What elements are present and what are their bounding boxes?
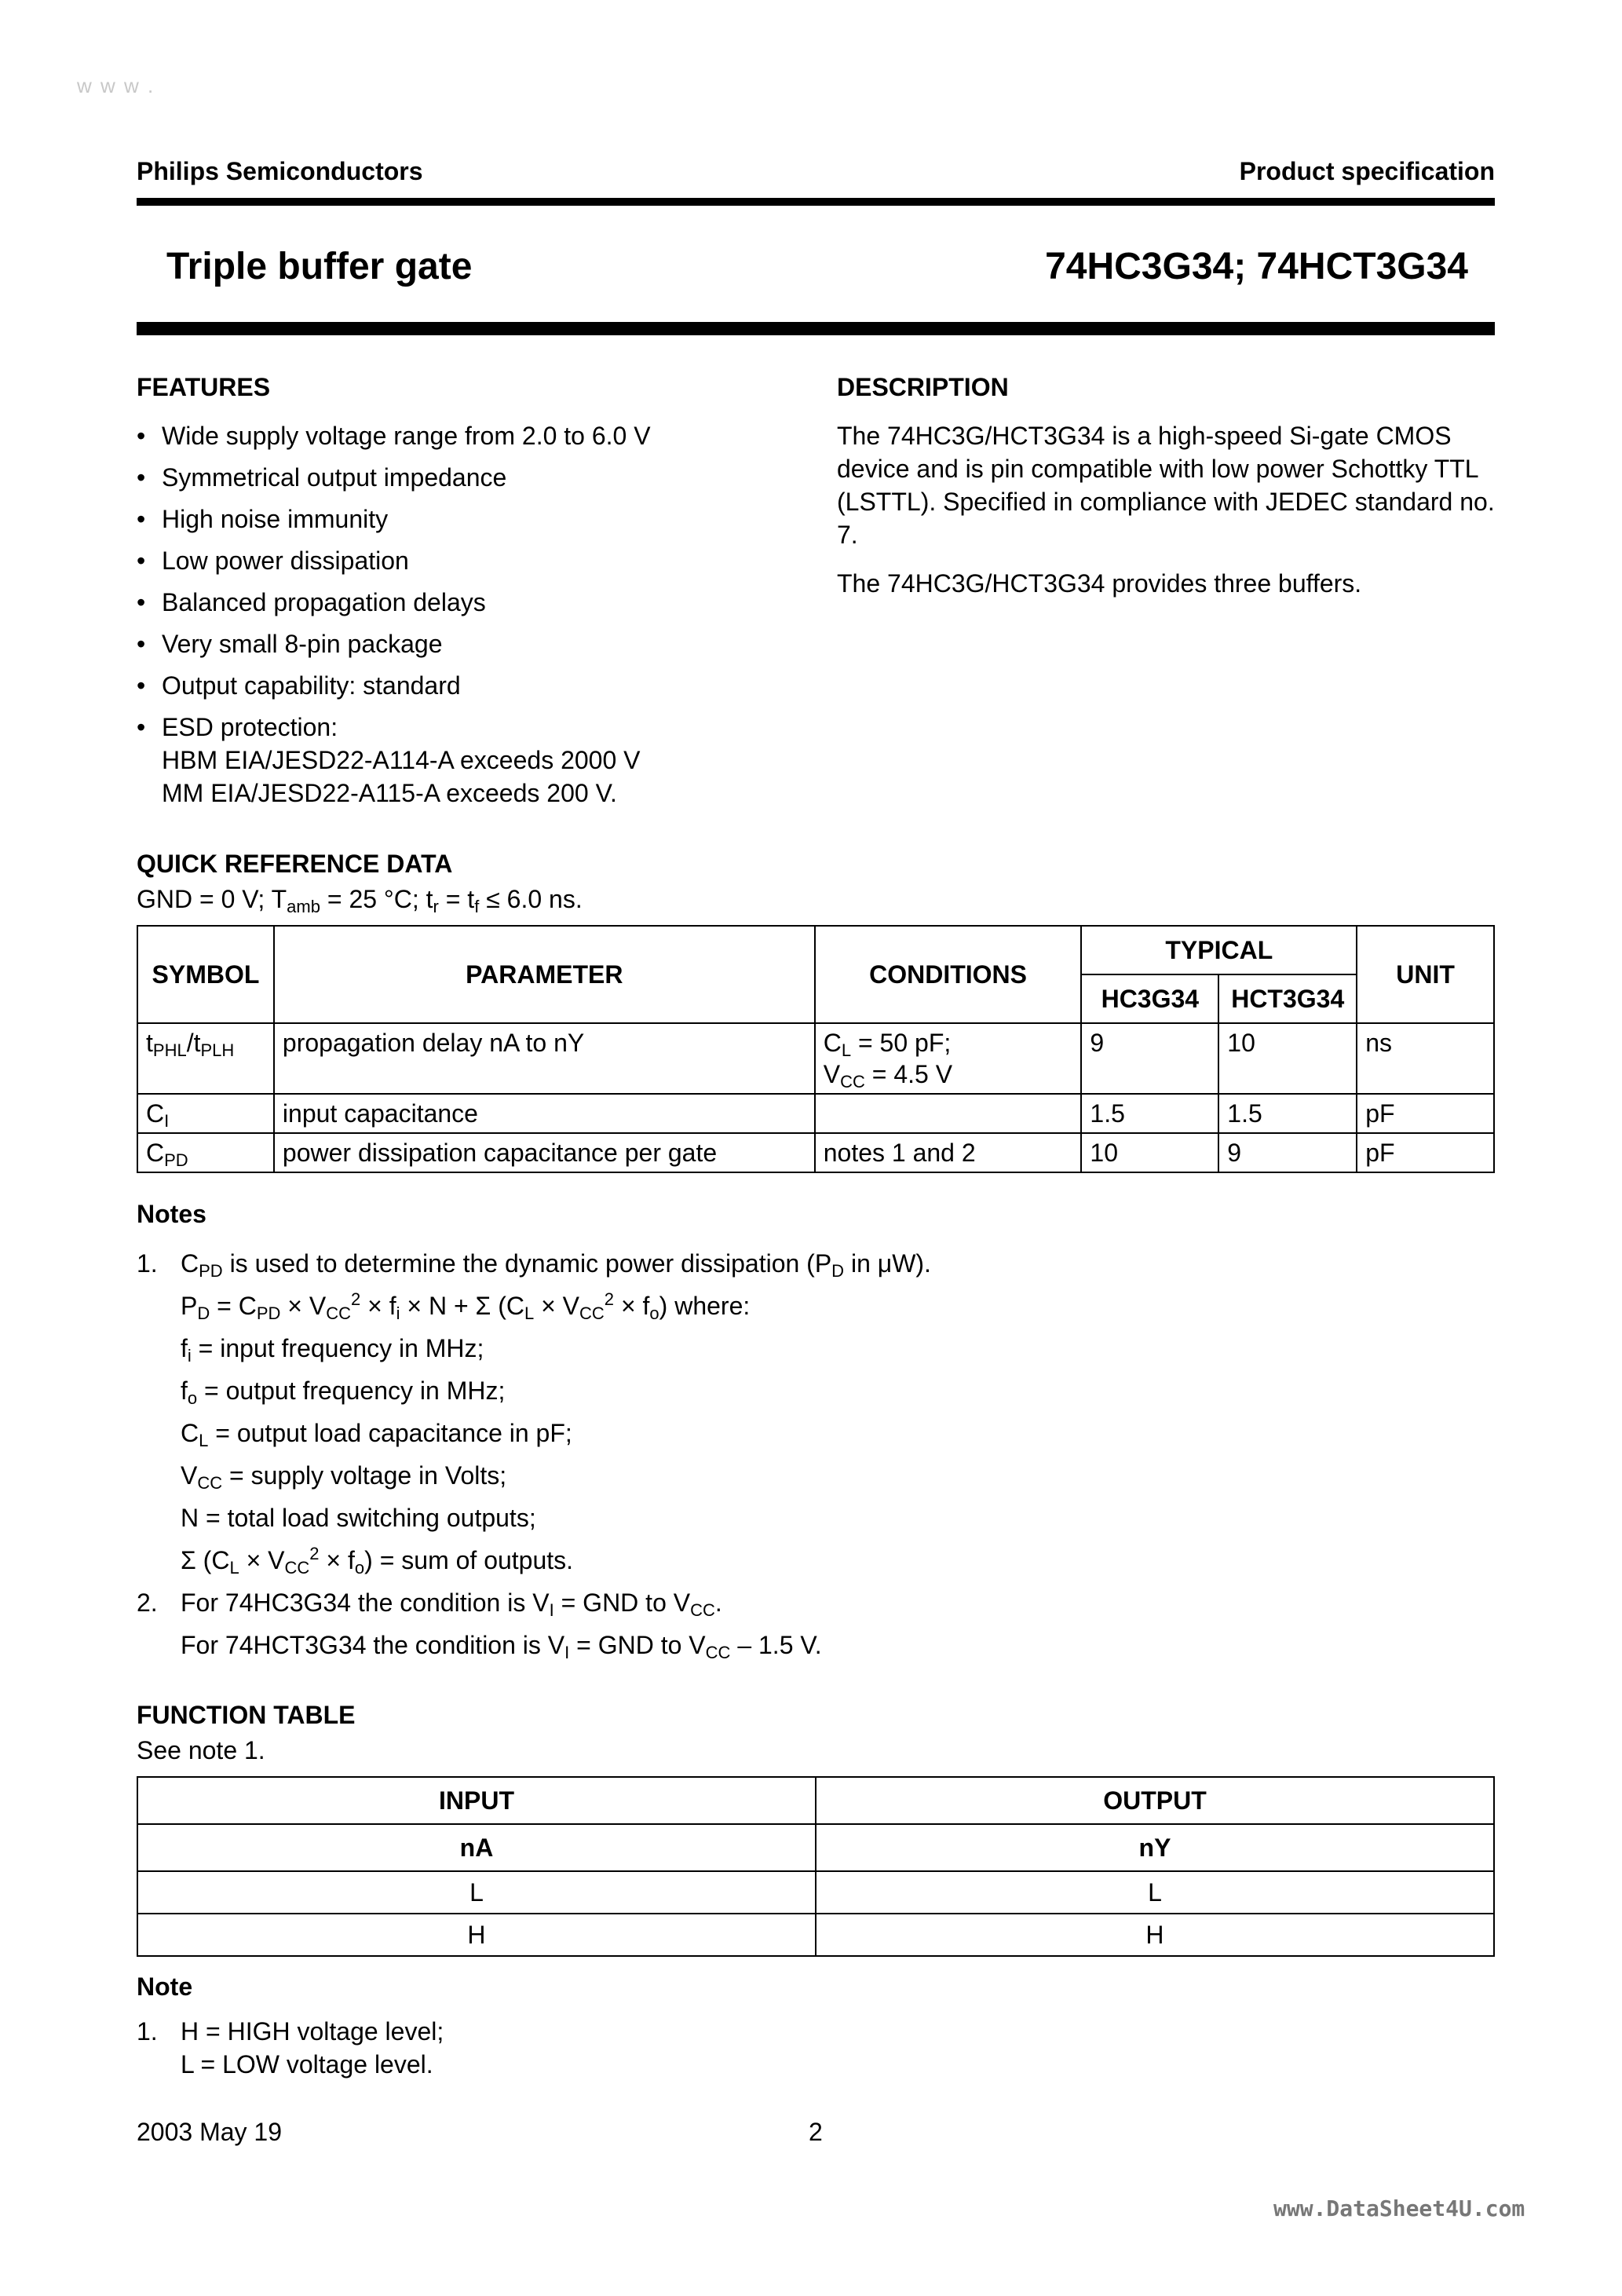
page-title: Triple buffer gate xyxy=(166,246,473,287)
feature-item: • Balanced propagation delays xyxy=(137,586,812,619)
function-table xyxy=(137,1776,1495,1957)
definition-line: $f_o$ = output frequency in MHz; xyxy=(181,1377,506,1408)
output-cell: H xyxy=(816,1914,1494,1956)
definition-line: Σ $(C_L \times V_{CC}^2 \times f_o)$ = sum of outputs. xyxy=(181,1544,574,1578)
feature-item: • Symmetrical output impedance xyxy=(137,461,812,494)
symbol-cell: $C_I$ xyxy=(137,1094,274,1133)
footer-watermark: www.DataSheet4U.com xyxy=(1273,2195,1525,2221)
unit-cell: pF xyxy=(1357,1133,1494,1172)
table-row xyxy=(137,1914,1494,1956)
note-number: 2. xyxy=(137,1589,158,1617)
hct-value-cell: 9 xyxy=(1218,1133,1357,1172)
footer-date: 2003 May 19 xyxy=(137,2118,283,2146)
description-heading: DESCRIPTION xyxy=(837,373,1009,401)
esd-label: ESD protection: xyxy=(162,713,338,741)
note-text: $C_{PD}$ is used to determine the dynamic power dissipation ($P_D$ in μW). xyxy=(181,1249,931,1281)
watermark-text: w w w . xyxy=(77,74,155,97)
esd-hbm: HBM EIA/JESD22-A114-A exceeds 2000 V xyxy=(162,746,641,774)
conditions-cell xyxy=(815,1094,1082,1133)
header-rule xyxy=(137,198,1495,206)
input-cell: L xyxy=(137,1871,816,1914)
feature-item: • High noise immunity xyxy=(137,503,812,536)
unit-cell: pF xyxy=(1357,1094,1494,1133)
parameter-cell: power dissipation capacitance per gate xyxy=(274,1133,815,1172)
features-list-wrap xyxy=(137,419,812,810)
col-subheader-output: nY xyxy=(816,1824,1494,1871)
hc-value-cell: 9 xyxy=(1081,1023,1218,1094)
symbol-cell: $t_{PHL}/t_{PLH}$ xyxy=(137,1023,274,1094)
definition-line: $V_{CC}$ = supply voltage in Volts; xyxy=(181,1461,507,1493)
definition-line: $f_i$ = input frequency in MHz; xyxy=(181,1334,484,1366)
col-header-parameter: PARAMETER xyxy=(274,926,815,1023)
esd-mm: MM EIA/JESD22-A115-A exceeds 200 V. xyxy=(162,779,617,807)
notes-block xyxy=(137,1242,1495,1666)
part-number: 74HC3G34; 74HCT3G34 xyxy=(1045,246,1468,287)
col-subheader-input: nA xyxy=(137,1824,816,1871)
doc-type: Product specification xyxy=(1239,157,1495,185)
table-row xyxy=(137,1133,1494,1172)
col-header-hct: HCT3G34 xyxy=(1218,974,1357,1023)
notes-heading: Notes xyxy=(137,1200,206,1228)
unit-cell: ns xyxy=(1357,1023,1494,1094)
note-2 xyxy=(137,1581,1495,1624)
hc-value-cell: 10 xyxy=(1081,1133,1218,1172)
hct-value-cell: 1.5 xyxy=(1218,1094,1357,1133)
definition-line: N = total load switching outputs; xyxy=(181,1504,536,1532)
table-row xyxy=(137,1871,1494,1914)
function-table-note-ref: See note 1. xyxy=(137,1736,265,1764)
feature-item-esd xyxy=(137,711,812,810)
note-text: For 74HCT3G34 the condition is $V_I$ = GND to $V_{CC} - 1.5$ V. xyxy=(181,1631,822,1662)
output-cell: L xyxy=(816,1871,1494,1914)
quick-ref-heading: QUICK REFERENCE DATA xyxy=(137,850,453,878)
feature-item: • Wide supply voltage range from 2.0 to 6.0 V xyxy=(137,419,812,452)
ft-note-heading: Note xyxy=(137,1972,193,2001)
description-body xyxy=(837,419,1504,616)
col-header-input: INPUT xyxy=(137,1777,816,1824)
feature-item: • Low power dissipation xyxy=(137,544,812,577)
features-list xyxy=(137,419,812,810)
quick-ref-conditions: GND = 0 V; $T_{amb} = 25$ °C; $t_r = t_f \le 6.0$ ns. xyxy=(137,885,583,916)
features-heading: FEATURES xyxy=(137,373,271,401)
note-1 xyxy=(137,1242,1495,1285)
table-row xyxy=(137,1094,1494,1133)
company-name: Philips Semiconductors xyxy=(137,157,423,185)
input-cell: H xyxy=(137,1914,816,1956)
page-number: 2 xyxy=(809,2118,823,2146)
note-number: 1. xyxy=(137,1249,158,1278)
table-row xyxy=(137,1023,1494,1094)
conditions-cell: notes 1 and 2 xyxy=(815,1133,1082,1172)
description-paragraph: The 74HC3G/HCT3G34 is a high-speed Si-gate CMOS device and is pin compatible with low power Schottky TTL (LSTTL). Specified in compliance with JEDEC standard no. 7. xyxy=(837,422,1495,549)
parameter-cell: propagation delay nA to nY xyxy=(274,1023,815,1094)
conditions-cell: $C_L = 50$ pF; $V_{CC} = 4.5$ V xyxy=(815,1023,1082,1094)
col-header-conditions: CONDITIONS xyxy=(815,926,1082,1023)
symbol-cell: $C_{PD}$ xyxy=(137,1133,274,1172)
note-text: For 74HC3G34 the condition is $V_I$ = GND to $V_{CC}$. xyxy=(181,1589,722,1620)
hc-value-cell: 1.5 xyxy=(1081,1094,1218,1133)
feature-item: • Very small 8-pin package xyxy=(137,627,812,660)
function-table-heading: FUNCTION TABLE xyxy=(137,1701,356,1729)
definition-line: $C_L$ = output load capacitance in pF; xyxy=(181,1419,572,1450)
quick-ref-table xyxy=(137,925,1495,1173)
col-header-output: OUTPUT xyxy=(816,1777,1494,1824)
col-header-symbol: SYMBOL xyxy=(137,926,274,1023)
parameter-cell: input capacitance xyxy=(274,1094,815,1133)
description-paragraph: The 74HC3G/HCT3G34 provides three buffers. xyxy=(837,569,1362,598)
col-header-typical: TYPICAL xyxy=(1081,926,1357,974)
formula-line: $P_D = C_{PD} \times V_{CC}^2 \times f_i \times N + \Sigma$ $(C_L \times V_{CC}^2 \times f_o)$ where: xyxy=(181,1289,751,1323)
ft-note-text: H = HIGH voltage level; L = LOW voltage level. xyxy=(181,2017,444,2078)
col-header-unit: UNIT xyxy=(1357,926,1494,1023)
ft-note-number: 1. xyxy=(137,2017,158,2046)
feature-item: • Output capability: standard xyxy=(137,669,812,702)
col-header-hc: HC3G34 xyxy=(1081,974,1218,1023)
hct-value-cell: 10 xyxy=(1218,1023,1357,1094)
title-rule xyxy=(137,322,1495,335)
